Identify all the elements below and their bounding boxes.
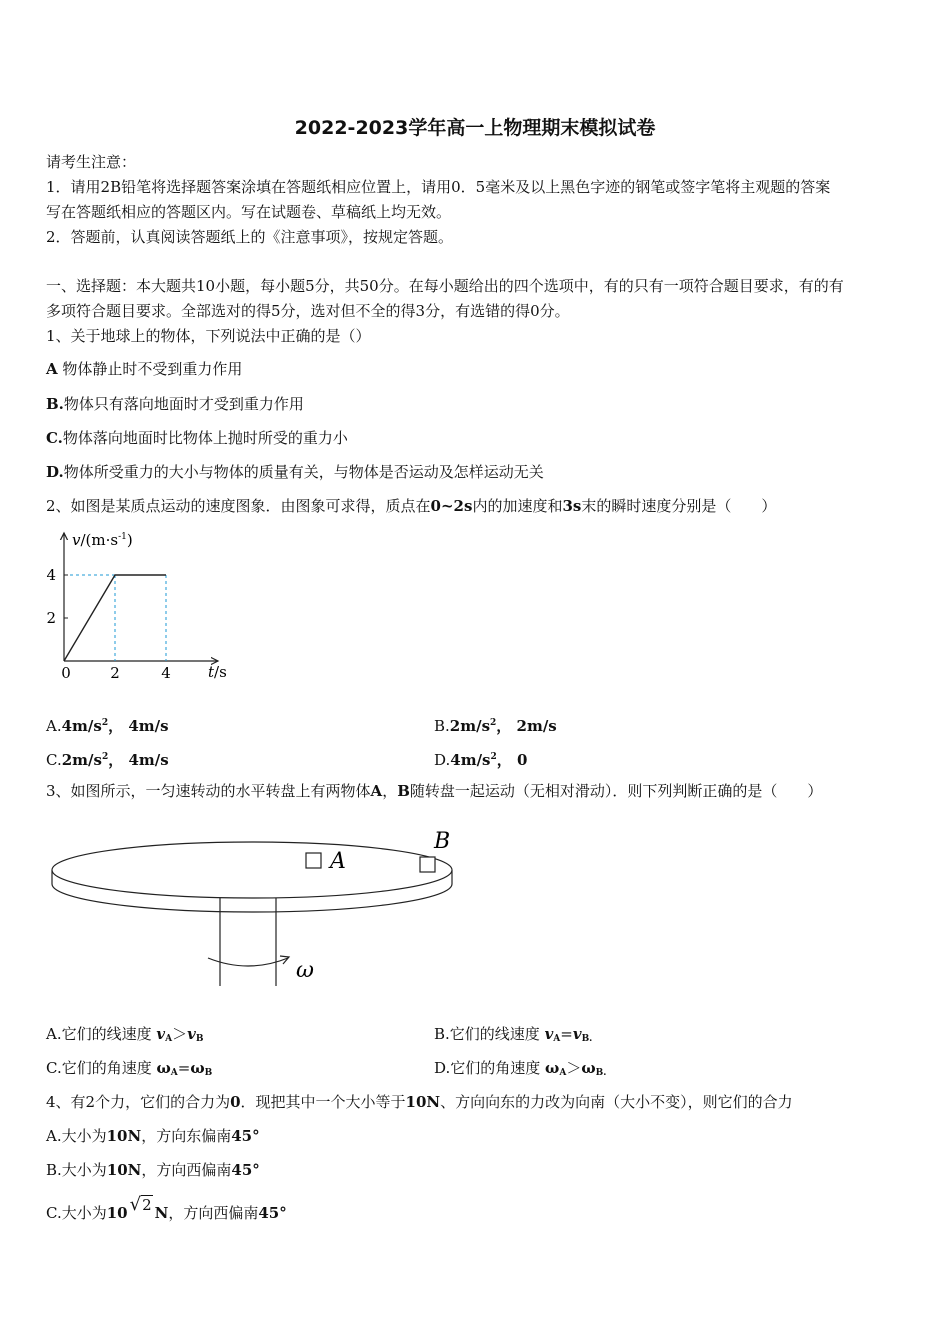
turntable-figure [44, 822, 464, 997]
turntable-disk-top [52, 842, 452, 898]
q1-stem: 1、关于地球上的物体，下列说法中正确的是（） [46, 327, 371, 345]
q1-option-a: A 物体静止时不受到重力作用 [46, 360, 243, 378]
q4-option-c: C.大小为10 √2 N，方向西偏南45° [46, 1198, 287, 1228]
velocity-time-graph [40, 525, 250, 695]
q4-stem: 4、有2个力，它们的合力为0．现把其中一个大小等于10N、方向向东的力改为向南（大小不变），则它们的合力 [46, 1093, 793, 1111]
object-b [420, 857, 435, 872]
y-tick-label-4: 4 [46, 566, 56, 584]
sqrt-symbol: √2 [129, 1194, 152, 1215]
q2-option-b: $B.2m/s^2$， 2m/s [434, 717, 557, 735]
q3-option-c: C.它们的角速度 $\omega_A=\omega_B$ [46, 1059, 213, 1078]
section-heading-line1: 一、选择题：本大题共10小题，每小题5分，共50分。在每小题给出的四个选项中，有的只有一项符合题目要求，有的有 [46, 277, 844, 295]
notice-item-1: 1．请用2B铅笔将选择题答案涂填在答题纸相应位置上，请用0．5毫米及以上黑色字迹的钢笔或签字笔将主观题的答案 [46, 178, 831, 196]
q1-option-b: B.物体只有落向地面时才受到重力作用 [46, 395, 304, 413]
x-tick-label-0: 0 [61, 664, 71, 682]
q3-option-b: B.它们的线速度 $v_A=v_{B.}$ [434, 1025, 593, 1044]
q1-option-c: C.物体落向地面时比物体上抛时所受的重力小 [46, 429, 348, 447]
object-a [306, 853, 321, 868]
y-axis-label: $v/(m\cdot s^{-1})$ [72, 531, 133, 549]
x-tick-label-4: 4 [161, 664, 171, 682]
q2-stem: 2、如图是某质点运动的速度图象．由图象可求得，质点在0~2s内的加速度和3s末的瞬时速度分别是（ ） [46, 497, 777, 515]
q1-option-d: D.物体所受重力的大小与物体的质量有关，与物体是否运动及怎样运动无关 [46, 463, 544, 481]
q3-stem: 3、如图所示，一匀速转动的水平转盘上有两物体A，B随转盘一起运动（无相对滑动）．则下列判断正确的是（ ） [46, 782, 823, 800]
notice-heading: 请考生注意： [46, 153, 137, 171]
x-tick-label-2: 2 [110, 664, 120, 682]
page-title: 2022-2023学年高一上物理期末模拟试卷 [294, 117, 656, 139]
x-axis-label: t/s [208, 663, 227, 681]
q2-option-a: $A.4m/s^2$， 4m/s [46, 717, 169, 735]
notice-item-1-cont: 写在答题纸相应的答题区内。写在试题卷、草稿纸上均无效。 [46, 203, 452, 221]
q2-option-c: $C.2m/s^2$， 4m/s [46, 751, 169, 769]
q3-option-d: D.它们的角速度 $\omega_A>\omega_{B.}$ [434, 1059, 607, 1078]
q2-option-d: $D.4m/s^2$， 0 [434, 751, 528, 769]
section-heading-line2: 多项符合题目要求。全部选对的得5分，选对但不全的得3分，有选错的得0分。 [46, 302, 570, 320]
q4-option-a: A.大小为10N，方向东偏南45° [46, 1127, 260, 1145]
q4-option-b: B.大小为10N，方向西偏南45° [46, 1161, 260, 1179]
notice-item-2: 2．答题前，认真阅读答题纸上的《注意事项》，按规定答题。 [46, 228, 454, 246]
q3-option-a: A.它们的线速度 $v_A>v_B$ [46, 1025, 204, 1044]
label-a: A [330, 849, 346, 874]
omega-label: ω [296, 958, 314, 983]
y-tick-label-2: 2 [46, 609, 56, 627]
label-b: B [434, 829, 451, 854]
